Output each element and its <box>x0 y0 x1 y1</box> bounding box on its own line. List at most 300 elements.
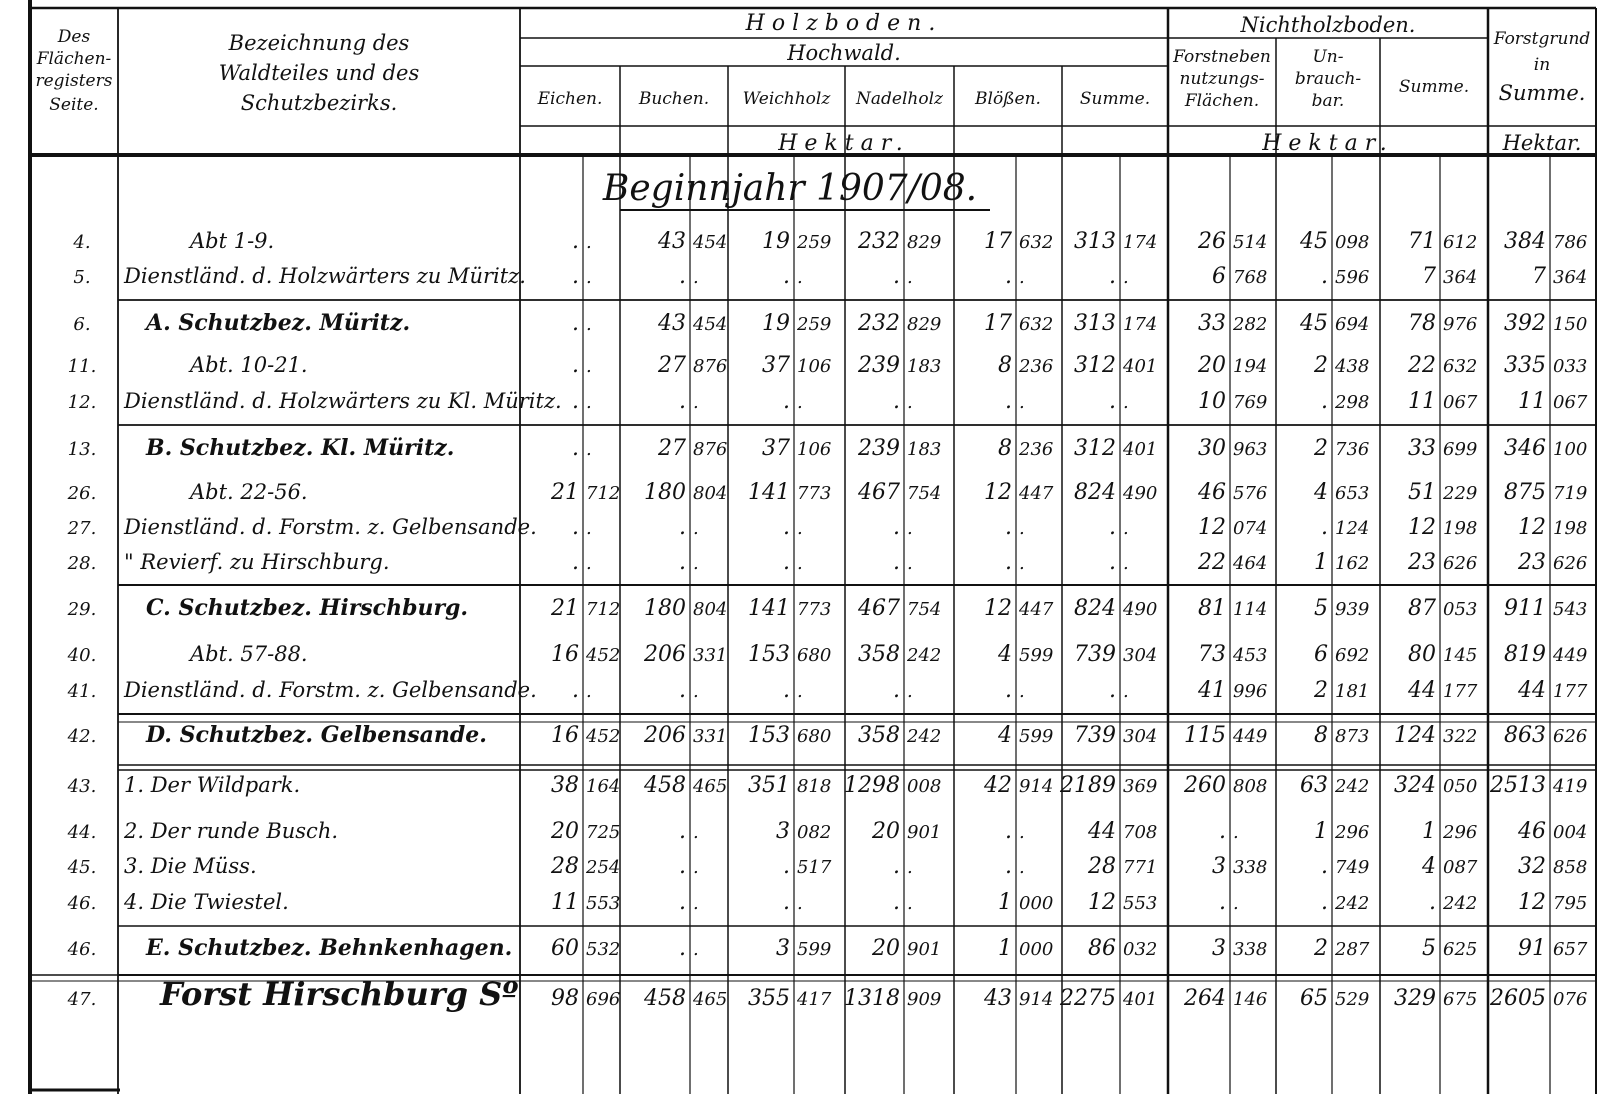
value-integer: 6 <box>1212 264 1226 289</box>
value-decimal: 699 <box>1443 439 1478 460</box>
value-integer: 42 <box>984 773 1012 798</box>
value-decimal: . <box>797 518 803 539</box>
value-integer: . <box>572 311 579 336</box>
page-number: 46. <box>67 939 97 960</box>
row-label: Dienstländ. d. Holzwärters zu Müritz. <box>124 264 526 288</box>
value-decimal: 804 <box>693 483 728 504</box>
value-decimal: . <box>693 822 699 843</box>
value-integer: . <box>572 550 579 575</box>
value-decimal: 304 <box>1123 645 1158 666</box>
value-decimal: . <box>586 314 592 335</box>
value-integer: 911 <box>1504 596 1546 621</box>
value-decimal: . <box>907 518 913 539</box>
value-integer: 20 <box>1198 353 1226 378</box>
page-number: 29. <box>67 599 97 620</box>
value-decimal: 236 <box>1019 356 1054 377</box>
value-integer: 86 <box>1088 936 1116 961</box>
value-integer: 824 <box>1074 596 1116 621</box>
value-integer: 12 <box>1518 515 1546 540</box>
value-integer: 19 <box>762 311 790 336</box>
value-integer: 312 <box>1074 353 1116 378</box>
value-decimal: . <box>1019 681 1025 702</box>
value-integer: 20 <box>551 819 579 844</box>
col-page-heading: Seite. <box>49 95 99 115</box>
value-integer: 11 <box>1408 389 1436 414</box>
value-decimal: 725 <box>586 822 621 843</box>
value-integer: 12 <box>984 596 1012 621</box>
value-integer: 71 <box>1408 229 1436 254</box>
value-integer: 458 <box>644 986 686 1011</box>
header-text <box>36 11 1591 156</box>
value-integer: . <box>1005 550 1012 575</box>
value-decimal: 818 <box>797 776 832 797</box>
row-label: 1. Der Wildpark. <box>124 773 301 797</box>
value-integer: . <box>1005 854 1012 879</box>
value-integer: 206 <box>644 723 686 748</box>
value-integer: 30 <box>1198 436 1226 461</box>
value-integer: . <box>893 550 900 575</box>
value-decimal: 754 <box>907 483 942 504</box>
value-decimal: 174 <box>1123 314 1158 335</box>
value-decimal: 465 <box>693 989 728 1010</box>
value-integer: 12 <box>1518 890 1546 915</box>
value-decimal: 596 <box>1335 267 1370 288</box>
value-decimal: 150 <box>1553 314 1588 335</box>
value-integer: 23 <box>1408 550 1436 575</box>
value-integer: 153 <box>748 723 790 748</box>
value-decimal: 004 <box>1553 822 1588 843</box>
value-decimal: . <box>693 392 699 413</box>
value-decimal: 696 <box>586 989 621 1010</box>
value-integer: 45 <box>1300 229 1328 254</box>
value-integer: . <box>893 678 900 703</box>
value-integer: 20 <box>872 936 900 961</box>
value-decimal: 914 <box>1019 776 1054 797</box>
value-decimal: . <box>907 267 913 288</box>
value-integer: 875 <box>1504 480 1546 505</box>
value-decimal: . <box>1019 553 1025 574</box>
value-integer: 21 <box>551 596 579 621</box>
value-decimal: 795 <box>1553 893 1588 914</box>
value-integer: . <box>783 678 790 703</box>
value-integer: . <box>783 389 790 414</box>
value-integer: 2 <box>1314 436 1328 461</box>
value-integer: . <box>679 678 686 703</box>
value-integer: 12 <box>1408 515 1436 540</box>
value-integer: 46 <box>1198 480 1226 505</box>
value-decimal: 322 <box>1443 726 1478 747</box>
value-integer: 358 <box>858 642 900 667</box>
value-decimal: . <box>586 553 592 574</box>
value-decimal: . <box>586 232 592 253</box>
value-decimal: 174 <box>1123 232 1158 253</box>
value-decimal: 576 <box>1233 483 1268 504</box>
value-integer: 239 <box>858 353 900 378</box>
value-integer: . <box>679 890 686 915</box>
value-integer: . <box>783 515 790 540</box>
value-decimal: 632 <box>1019 232 1054 253</box>
body-text <box>67 168 1588 1013</box>
value-integer: 44 <box>1408 678 1436 703</box>
value-integer: 2 <box>1314 678 1328 703</box>
value-integer: 239 <box>858 436 900 461</box>
value-decimal: 736 <box>1335 439 1370 460</box>
value-integer: 22 <box>1408 353 1436 378</box>
value-decimal: 452 <box>586 726 621 747</box>
value-integer: . <box>1005 264 1012 289</box>
value-integer: 1 <box>1314 819 1328 844</box>
value-integer: . <box>572 515 579 540</box>
row-label: A. Schutzbez. Müritz. <box>146 310 411 336</box>
value-decimal: 464 <box>1233 553 1268 574</box>
value-decimal: 514 <box>1233 232 1268 253</box>
value-decimal: . <box>693 518 699 539</box>
value-decimal: 829 <box>907 314 942 335</box>
holz-col-heading: Summe. <box>1079 89 1151 109</box>
value-decimal: . <box>586 356 592 377</box>
value-decimal: . <box>797 553 803 574</box>
value-integer: 16 <box>551 642 579 667</box>
value-decimal: 401 <box>1123 989 1158 1010</box>
value-integer: 863 <box>1504 723 1546 748</box>
value-decimal: 976 <box>1443 314 1478 335</box>
value-decimal: . <box>693 681 699 702</box>
value-decimal: 419 <box>1553 776 1588 797</box>
row-label: Abt. 22-56. <box>190 480 308 504</box>
value-integer: 232 <box>858 311 900 336</box>
value-decimal: 909 <box>907 989 942 1010</box>
value-integer: 27 <box>658 436 686 461</box>
value-integer: 458 <box>644 773 686 798</box>
value-integer: 16 <box>551 723 579 748</box>
value-decimal: . <box>693 267 699 288</box>
value-decimal: 829 <box>907 232 942 253</box>
value-integer: . <box>679 854 686 879</box>
page-number: 4. <box>73 232 91 253</box>
value-integer: . <box>1005 515 1012 540</box>
value-integer: 467 <box>858 480 900 505</box>
col-page-heading: registers <box>35 71 113 91</box>
value-integer: . <box>893 264 900 289</box>
holz-col-heading: Nadelholz <box>856 89 943 109</box>
value-decimal: 369 <box>1123 776 1158 797</box>
value-integer: 33 <box>1408 436 1436 461</box>
value-decimal: . <box>586 392 592 413</box>
nicht-col-heading: Forstneben <box>1173 47 1271 67</box>
value-integer: 3 <box>1212 854 1226 879</box>
value-integer: 392 <box>1504 311 1546 336</box>
value-decimal: 553 <box>586 893 621 914</box>
value-decimal: 338 <box>1233 857 1268 878</box>
value-integer: 335 <box>1504 353 1546 378</box>
value-decimal: 033 <box>1553 356 1588 377</box>
value-decimal: 657 <box>1553 939 1588 960</box>
holz-col-heading: Weichholz <box>742 89 831 109</box>
value-integer: 23 <box>1518 550 1546 575</box>
row-label: E. Schutzbez. Behnkenhagen. <box>146 935 513 961</box>
value-integer: . <box>893 515 900 540</box>
value-decimal: 939 <box>1335 599 1370 620</box>
value-decimal: . <box>797 893 803 914</box>
value-decimal: 124 <box>1335 518 1370 539</box>
value-decimal: 712 <box>586 483 621 504</box>
value-decimal: 626 <box>1553 553 1588 574</box>
holzboden-heading: Holzboden. <box>745 11 943 36</box>
value-decimal: 364 <box>1553 267 1588 288</box>
value-decimal: 694 <box>1335 314 1370 335</box>
value-decimal: 465 <box>693 776 728 797</box>
value-integer: 12 <box>1088 890 1116 915</box>
page-number: 27. <box>67 518 97 539</box>
value-decimal: 338 <box>1233 939 1268 960</box>
value-integer: 73 <box>1198 642 1226 667</box>
value-decimal: 901 <box>907 939 942 960</box>
value-decimal: 692 <box>1335 645 1370 666</box>
value-decimal: . <box>907 681 913 702</box>
value-decimal: 449 <box>1553 645 1588 666</box>
value-decimal: . <box>586 267 592 288</box>
value-decimal: . <box>907 553 913 574</box>
value-integer: 43 <box>658 229 686 254</box>
value-decimal: 680 <box>797 645 832 666</box>
value-integer: . <box>1321 890 1328 915</box>
nicht-col-heading: Summe. <box>1398 77 1470 97</box>
value-decimal: 287 <box>1335 939 1370 960</box>
value-decimal: 773 <box>797 599 832 620</box>
value-decimal: 177 <box>1553 681 1588 702</box>
value-integer: 21 <box>551 480 579 505</box>
value-integer: 2 <box>1314 936 1328 961</box>
value-decimal: . <box>693 553 699 574</box>
value-integer: . <box>572 436 579 461</box>
value-decimal: 438 <box>1335 356 1370 377</box>
value-decimal: 198 <box>1553 518 1588 539</box>
value-decimal: 632 <box>1443 356 1478 377</box>
page-number: 41. <box>67 681 97 702</box>
value-integer: 264 <box>1184 986 1226 1011</box>
value-integer: . <box>572 353 579 378</box>
value-decimal: 183 <box>907 356 942 377</box>
value-integer: 1298 <box>844 773 900 798</box>
col-page-heading: Flächen- <box>36 49 112 69</box>
value-integer: 87 <box>1408 596 1436 621</box>
row-label: 4. Die Twiestel. <box>124 890 289 914</box>
value-decimal: 876 <box>693 439 728 460</box>
page-number: 44. <box>67 822 97 843</box>
value-integer: 115 <box>1184 723 1226 748</box>
col-desc-heading: Bezeichnung des <box>228 31 410 55</box>
value-integer: . <box>1429 890 1436 915</box>
row-label: Abt. 10-21. <box>190 353 308 377</box>
value-integer: 3 <box>1212 936 1226 961</box>
value-decimal: 553 <box>1123 893 1158 914</box>
nicht-col-heading: Flächen. <box>1184 91 1260 111</box>
value-decimal: . <box>797 392 803 413</box>
value-decimal: 453 <box>1233 645 1268 666</box>
value-integer: 19 <box>762 229 790 254</box>
row-label: B. Schutzbez. Kl. Müritz. <box>146 435 455 461</box>
value-decimal: 447 <box>1019 599 1054 620</box>
value-decimal: 177 <box>1443 681 1478 702</box>
value-decimal: . <box>1019 822 1025 843</box>
value-decimal: 675 <box>1443 989 1478 1010</box>
value-integer: 313 <box>1074 229 1116 254</box>
row-label: 3. Die Müss. <box>124 854 257 878</box>
value-decimal: 076 <box>1553 989 1588 1010</box>
value-integer: . <box>1109 389 1116 414</box>
value-integer: . <box>893 890 900 915</box>
value-integer: 17 <box>984 229 1012 254</box>
value-integer: 91 <box>1518 936 1546 961</box>
value-integer: . <box>783 264 790 289</box>
value-decimal: 712 <box>586 599 621 620</box>
value-integer: 232 <box>858 229 900 254</box>
value-integer: 63 <box>1300 773 1328 798</box>
value-decimal: 181 <box>1335 681 1370 702</box>
value-decimal: 963 <box>1233 439 1268 460</box>
value-decimal: 612 <box>1443 232 1478 253</box>
value-integer: 1318 <box>844 986 900 1011</box>
value-integer: 346 <box>1504 436 1546 461</box>
value-integer: 65 <box>1300 986 1328 1011</box>
value-decimal: 198 <box>1443 518 1478 539</box>
value-decimal: 543 <box>1553 599 1588 620</box>
value-integer: 78 <box>1408 311 1436 336</box>
value-integer: 12 <box>1198 515 1226 540</box>
nicht-col-heading: Un- <box>1312 47 1344 67</box>
value-decimal: 106 <box>797 439 832 460</box>
value-decimal: 087 <box>1443 857 1478 878</box>
value-decimal: 098 <box>1335 232 1370 253</box>
value-decimal: 364 <box>1443 267 1478 288</box>
value-decimal: 708 <box>1123 822 1158 843</box>
value-decimal: 082 <box>797 822 832 843</box>
value-integer: 180 <box>644 480 686 505</box>
row-label: " Revierf. zu Hirschburg. <box>124 550 390 574</box>
value-integer: . <box>679 550 686 575</box>
hektar-label: Hektar. <box>1262 131 1394 156</box>
value-integer: 38 <box>551 773 579 798</box>
value-integer: 2275 <box>1060 986 1116 1011</box>
value-integer: 28 <box>551 854 579 879</box>
value-decimal: 236 <box>1019 439 1054 460</box>
value-integer: 41 <box>1198 678 1226 703</box>
hektar-label: Hektar. <box>778 131 910 156</box>
value-integer: 12 <box>984 480 1012 505</box>
value-decimal: 008 <box>907 776 942 797</box>
value-decimal: 194 <box>1233 356 1268 377</box>
value-integer: 81 <box>1198 596 1226 621</box>
value-decimal: 452 <box>586 645 621 666</box>
value-decimal: 304 <box>1123 726 1158 747</box>
value-decimal: . <box>1123 518 1129 539</box>
year-title: Beginnjahr 1907/08. <box>602 168 978 209</box>
value-decimal: 229 <box>1443 483 1478 504</box>
value-decimal: . <box>1019 518 1025 539</box>
value-decimal: . <box>907 857 913 878</box>
row-label: C. Schutzbez. Hirschburg. <box>146 595 469 621</box>
value-integer: . <box>1109 264 1116 289</box>
value-integer: 43 <box>658 311 686 336</box>
value-decimal: . <box>1019 392 1025 413</box>
forstgrund-heading: Forstgrund <box>1493 29 1591 49</box>
value-integer: . <box>1321 854 1328 879</box>
value-integer: 4 <box>998 723 1012 748</box>
page-number: 47. <box>67 989 97 1010</box>
col-desc-heading: Schutzbezirks. <box>240 91 398 115</box>
value-integer: 141 <box>748 480 790 505</box>
value-integer: 98 <box>551 986 579 1011</box>
page-number: 5. <box>73 267 91 288</box>
value-integer: 26 <box>1198 229 1226 254</box>
value-decimal: 517 <box>797 857 832 878</box>
value-decimal: 417 <box>797 989 832 1010</box>
value-decimal: 447 <box>1019 483 1054 504</box>
value-integer: 739 <box>1074 723 1116 748</box>
value-integer: 2513 <box>1490 773 1546 798</box>
value-decimal: 786 <box>1553 232 1588 253</box>
row-label: Forst Hirschburg Sº <box>160 975 519 1013</box>
page-number: 26. <box>67 483 97 504</box>
value-integer: 329 <box>1394 986 1436 1011</box>
nichtholzboden-heading: Nichtholzboden. <box>1240 13 1416 37</box>
nicht-col-heading: nutzungs- <box>1179 69 1265 89</box>
value-decimal: 331 <box>693 645 728 666</box>
value-integer: . <box>1321 515 1328 540</box>
value-decimal: 067 <box>1553 392 1588 413</box>
row-label: Dienstländ. d. Forstm. z. Gelbensande. <box>124 678 537 702</box>
value-integer: 180 <box>644 596 686 621</box>
value-decimal: . <box>693 939 699 960</box>
value-decimal: 242 <box>907 726 942 747</box>
value-integer: 739 <box>1074 642 1116 667</box>
value-integer: 8 <box>1314 723 1328 748</box>
value-decimal: 626 <box>1553 726 1588 747</box>
value-integer: . <box>783 550 790 575</box>
holz-col-heading: Buchen. <box>638 89 710 109</box>
value-decimal: . <box>586 518 592 539</box>
value-integer: . <box>1109 550 1116 575</box>
value-integer: 124 <box>1394 723 1436 748</box>
page-number: 6. <box>73 314 91 335</box>
value-integer: 384 <box>1504 229 1546 254</box>
value-decimal: . <box>586 681 592 702</box>
value-decimal: 164 <box>586 776 621 797</box>
value-decimal: 680 <box>797 726 832 747</box>
value-integer: 819 <box>1504 642 1546 667</box>
forstgrund-heading: Summe. <box>1498 81 1586 105</box>
value-integer: 37 <box>762 353 790 378</box>
value-integer: 6 <box>1314 642 1328 667</box>
value-integer: 44 <box>1518 678 1546 703</box>
value-integer: 46 <box>1518 819 1546 844</box>
value-integer: 2605 <box>1490 986 1546 1011</box>
value-decimal: 454 <box>693 232 728 253</box>
value-integer: . <box>1321 264 1328 289</box>
value-integer: 11 <box>551 890 579 915</box>
value-decimal: 242 <box>1335 893 1370 914</box>
value-integer: . <box>679 264 686 289</box>
value-decimal: 653 <box>1335 483 1370 504</box>
value-decimal: . <box>1019 267 1025 288</box>
value-integer: 60 <box>551 936 579 961</box>
value-integer: 260 <box>1184 773 1226 798</box>
value-integer: 3 <box>776 936 790 961</box>
value-decimal: 074 <box>1233 518 1268 539</box>
holz-col-heading: Eichen. <box>537 89 603 109</box>
value-decimal: . <box>1123 267 1129 288</box>
row-label: 2. Der runde Busch. <box>124 819 339 843</box>
